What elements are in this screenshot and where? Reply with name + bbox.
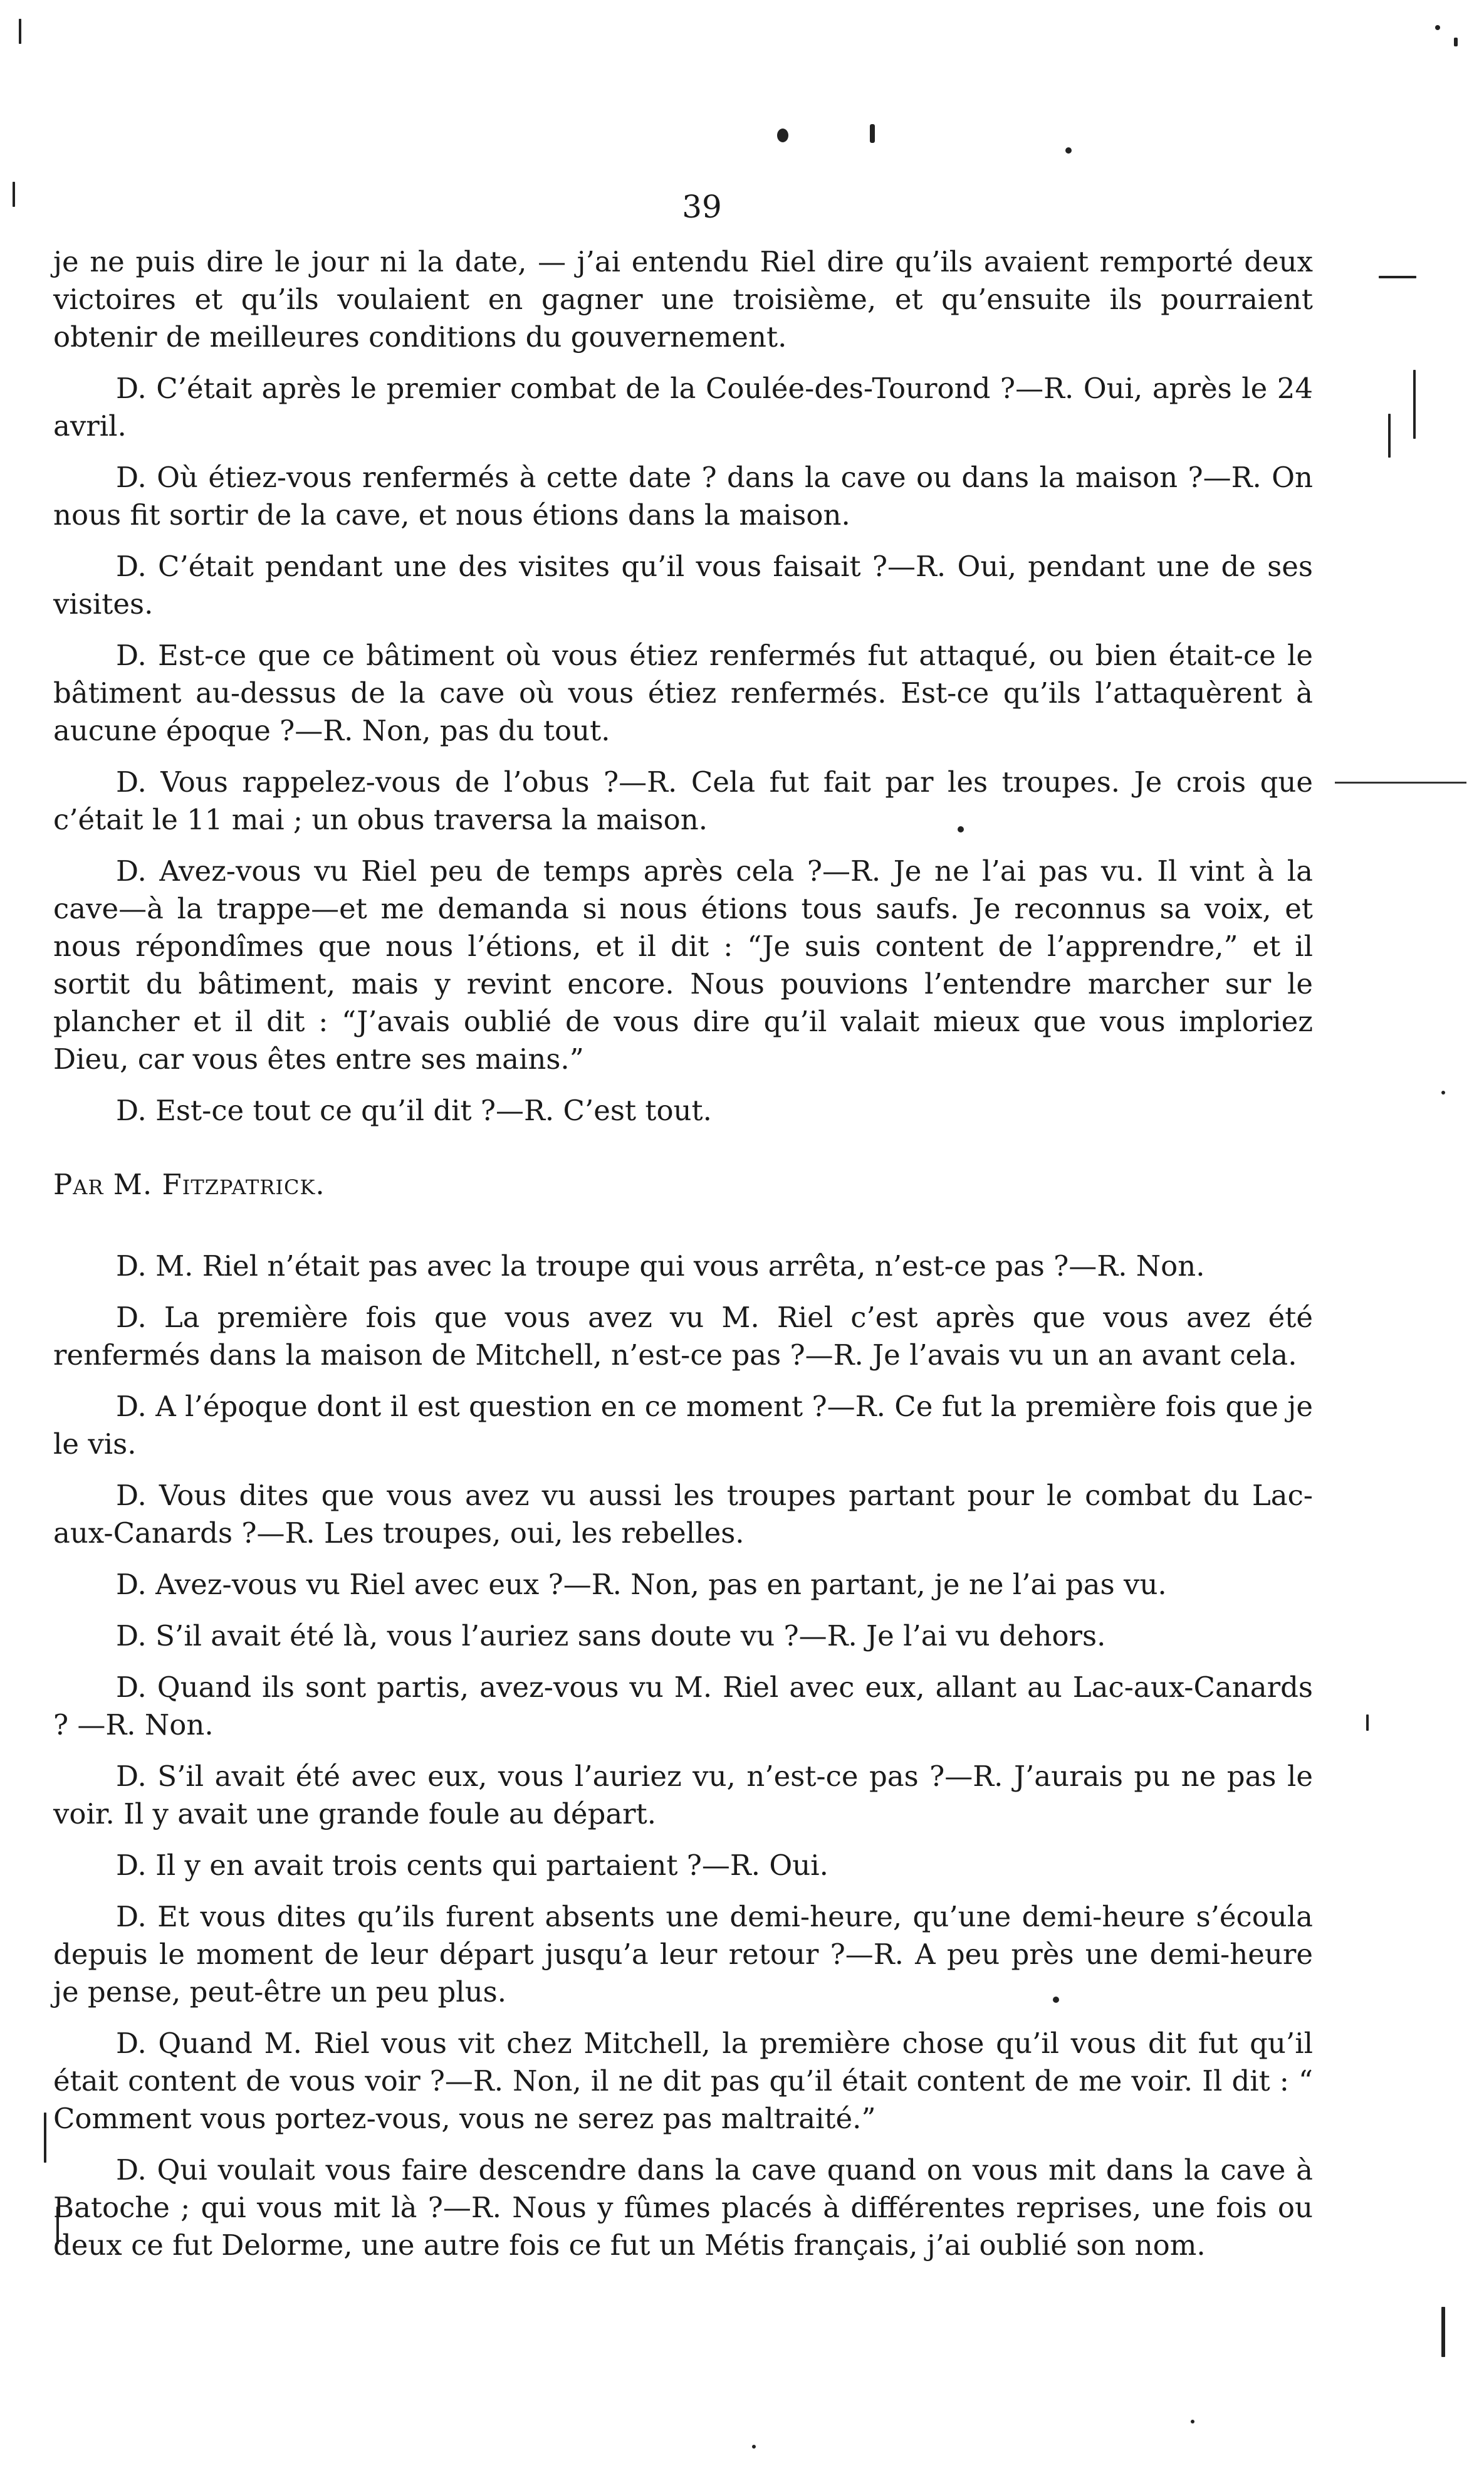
print-speck (44, 2113, 46, 2163)
print-speck (777, 129, 788, 142)
paragraph: D. C’était pendant une des visites qu’il vous faisait ?—R. Oui, pendant une de ses visites. (53, 550, 1313, 621)
paragraph: D. Est-ce que ce bâtiment où vous étiez renfermés fut attaqué, ou bien était-ce le bâtiment au-dessus de la cave où vous étiez renfermés. Est-ce qu’ils l’attaquèrent à aucune époque ?—R. Non, pas du tout. (53, 639, 1313, 747)
print-speck (870, 124, 875, 143)
paragraph: D. Quand ils sont partis, avez-vous vu M. Riel avec eux, allant au Lac-aux-Canards ? —R. Non. (53, 1671, 1313, 1741)
paragraph: D. C’était après le premier combat de la Coulée-des-Tourond ?—R. Oui, après le 24 avril. (53, 372, 1313, 443)
page-number: 39 (682, 189, 722, 225)
print-speck (1413, 370, 1416, 439)
paragraph: D. A l’époque dont il est question en ce moment ?—R. Ce fut la première fois que je le vis. (53, 1390, 1313, 1461)
paragraph: D. Vous dites que vous avez vu aussi les troupes partant pour le combat du Lac-aux-Canards ?—R. Les troupes, oui, les rebelles. (53, 1479, 1313, 1550)
paragraph: D. S’il avait été avec eux, vous l’auriez vu, n’est-ce pas ?—R. J’aurais pu ne pas le voir. Il y avait une grande foule au départ. (53, 1760, 1313, 1830)
print-speck (1388, 414, 1391, 458)
print-speck (1435, 25, 1440, 30)
print-speck (1441, 1091, 1445, 1095)
paragraph: D. Où étiez-vous renfermés à cette date ? dans la cave ou dans la maison ?—R. On nous fit sortir de la cave, et nous étions dans la maison. (53, 461, 1313, 532)
print-speck (752, 2445, 756, 2449)
heading-name: Fitzpatrick. (162, 1168, 325, 1201)
paragraph: D. Et vous dites qu’ils furent absents une demi-heure, qu’une demi-heure s’écoula depuis le moment de leur départ jusqu’a leur retour ?—R. A peu près une demi-heure je pense, peut-être un peu plus. (53, 1900, 1313, 2008)
paragraph: D. M. Riel n’était pas avec la troupe qui vous arrêta, n’est-ce pas ?—R. Non. (116, 1249, 1205, 1283)
paragraph: D. Quand M. Riel vous vit chez Mitchell, la première chose qu’il vous dit fut qu’il était content de vous voir ?—R. Non, il ne dit pas qu’il était content de me voir. Il dit : “ Comment vous portez-vous, vous ne serez pas maltraité.” (53, 2027, 1313, 2135)
print-speck (1454, 38, 1458, 46)
document-body (53, 243, 1313, 2278)
paragraph: D. Vous rappelez-vous de l’obus ?—R. Cela fut fait par les troupes. Je crois que c’était le 11 mai ; un obus traversa la maison. (53, 765, 1313, 836)
section-heading (53, 1166, 1313, 1204)
paragraph: D. S’il avait été là, vous l’auriez sans doute vu ?—R. Je l’ai vu dehors. (116, 1619, 1106, 1652)
paragraph: D. Est-ce tout ce qu’il dit ?—R. C’est tout. (116, 1094, 712, 1127)
print-speck (1441, 2307, 1445, 2357)
margin-rule (1335, 782, 1466, 784)
print-speck (19, 19, 21, 44)
paragraph: D. Avez-vous vu Riel peu de temps après cela ?—R. Je ne l’ai pas vu. Il vint à la cave—à la trappe—et me demanda si nous étions tous saufs. Je reconnus sa voix, et nous répondîmes que nous l’étions, et il dit : “Je suis content de l’apprendre,” et il sortit du bâtiment, mais y revint encore. Nous pouvions l’entendre marcher sur le plancher et il dit : “J’avais oublié de vous dire qu’il valait mieux que vous imploriez Dieu, car vous êtes entre ses mains.” (53, 854, 1313, 1076)
print-speck (1065, 147, 1072, 154)
paragraph: D. Qui voulait vous faire descendre dans la cave quand on vous mit dans la cave à Batoche ; qui vous mit là ?—R. Nous y fûmes placés à différentes reprises, une fois ou deux ce fut Delorme, une autre fois ce fut un Métis français, j’ai oublié son nom. (53, 2153, 1313, 2262)
print-speck (1191, 2420, 1194, 2423)
paragraph: D. Il y en avait trois cents qui partaient ?—R. Oui. (116, 1849, 828, 1882)
paragraph: D. La première fois que vous avez vu M. Riel c’est après que vous avez été renfermés dans la maison de Mitchell, n’est-ce pas ?—R. Je l’avais vu un an avant cela. (53, 1301, 1313, 1372)
heading-prefix: Par M. (53, 1168, 153, 1201)
paragraph: je ne puis dire le jour ni la date, — j’ai entendu Riel dire qu’ils avaient remporté deux victoires et qu’ils voulaient en gagner une troisième, et qu’ensuite ils pourraient obtenir de meilleures conditions du gouvernement. (53, 245, 1313, 354)
paragraph: D. Avez-vous vu Riel avec eux ?—R. Non, pas en partant, je ne l’ai pas vu. (116, 1568, 1167, 1601)
print-speck (1366, 1714, 1369, 1731)
print-speck (1379, 276, 1416, 278)
